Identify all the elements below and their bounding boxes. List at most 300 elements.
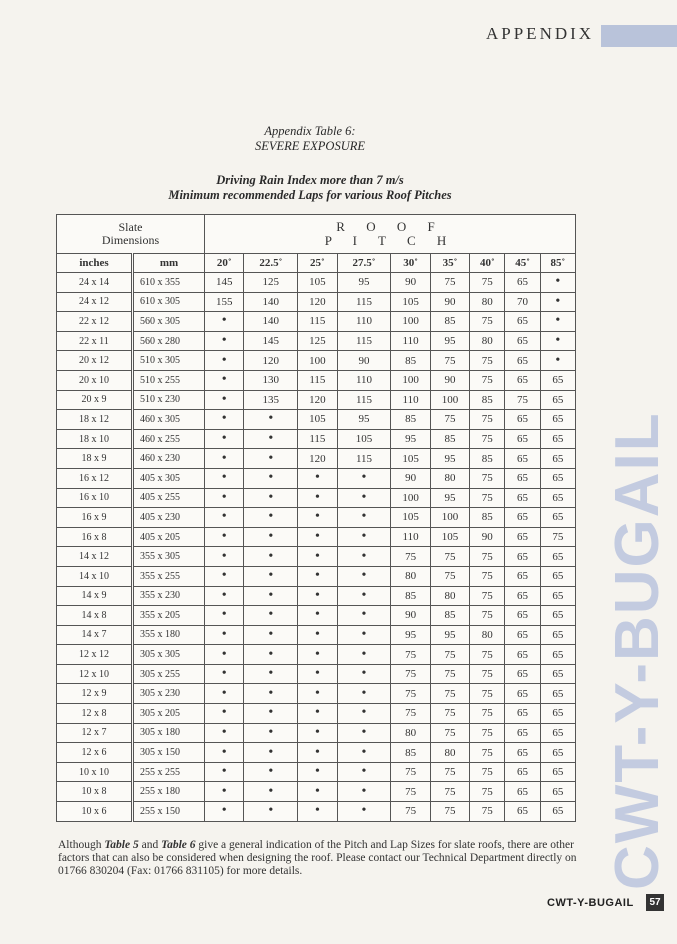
lap-value-cell: 95 bbox=[391, 429, 430, 449]
lap-value-cell: 135 bbox=[244, 390, 298, 410]
lap-value-cell: 110 bbox=[337, 312, 391, 332]
pitch-column-header: 20˚ bbox=[205, 254, 244, 273]
lap-value-cell: • bbox=[205, 449, 244, 469]
lap-value-cell: • bbox=[205, 410, 244, 430]
lap-value-cell: 75 bbox=[430, 723, 469, 743]
slate-size-mm: 560 x 305 bbox=[133, 312, 205, 332]
table-row bbox=[57, 312, 576, 332]
lap-value-cell: 65 bbox=[505, 410, 540, 430]
table-row bbox=[57, 527, 576, 547]
slate-size-mm: 460 x 255 bbox=[133, 429, 205, 449]
lap-value-cell: • bbox=[337, 508, 391, 528]
slate-size-mm: 510 x 255 bbox=[133, 370, 205, 390]
lap-value-cell: • bbox=[298, 468, 337, 488]
table-row bbox=[57, 704, 576, 724]
lap-value-cell: • bbox=[337, 527, 391, 547]
table-subtitle-laps: Minimum recommended Laps for various Roof Pitches bbox=[168, 188, 452, 202]
footer-note bbox=[58, 839, 578, 878]
lap-value-cell: 140 bbox=[244, 292, 298, 312]
slate-size-inches: 12 x 12 bbox=[57, 645, 133, 665]
lap-value-cell: 75 bbox=[470, 704, 505, 724]
lap-value-cell: 95 bbox=[391, 625, 430, 645]
lap-value-cell: • bbox=[244, 429, 298, 449]
lap-value-cell: • bbox=[205, 527, 244, 547]
lap-value-cell: • bbox=[244, 468, 298, 488]
slate-size-inches: 16 x 8 bbox=[57, 527, 133, 547]
lap-value-cell: 75 bbox=[430, 547, 469, 567]
lap-value-cell: 65 bbox=[540, 625, 575, 645]
slate-size-mm: 255 x 255 bbox=[133, 762, 205, 782]
lap-value-cell: 110 bbox=[391, 331, 430, 351]
lap-value-cell: 65 bbox=[540, 370, 575, 390]
table-row bbox=[57, 351, 576, 371]
lap-value-cell: 75 bbox=[430, 704, 469, 724]
lap-value-cell: • bbox=[298, 802, 337, 822]
lap-value-cell: 65 bbox=[540, 782, 575, 802]
lap-value-cell: 65 bbox=[505, 743, 540, 763]
lap-value-cell: • bbox=[205, 586, 244, 606]
lap-value-cell: 65 bbox=[505, 370, 540, 390]
lap-value-cell: 105 bbox=[391, 292, 430, 312]
lap-value-cell: 90 bbox=[430, 292, 469, 312]
lap-value-cell: 65 bbox=[505, 762, 540, 782]
lap-value-cell: • bbox=[337, 586, 391, 606]
lap-value-cell: 75 bbox=[470, 782, 505, 802]
lap-value-cell: 100 bbox=[391, 312, 430, 332]
lap-value-cell: 75 bbox=[470, 547, 505, 567]
table-row bbox=[57, 547, 576, 567]
lap-value-cell: 120 bbox=[298, 449, 337, 469]
mm-column-header: mm bbox=[133, 254, 205, 273]
lap-value-cell: • bbox=[244, 782, 298, 802]
lap-value-cell: 75 bbox=[391, 782, 430, 802]
laps-table bbox=[56, 214, 576, 822]
lap-value-cell: 65 bbox=[505, 802, 540, 822]
lap-value-cell: • bbox=[205, 351, 244, 371]
lap-value-cell: 85 bbox=[391, 586, 430, 606]
side-brand-watermark: CWT-Y-BUGAIL bbox=[603, 411, 672, 890]
slate-size-inches: 12 x 7 bbox=[57, 723, 133, 743]
lap-value-cell: • bbox=[298, 782, 337, 802]
lap-value-cell: 115 bbox=[337, 449, 391, 469]
lap-value-cell: • bbox=[244, 488, 298, 508]
lap-value-cell: 65 bbox=[540, 684, 575, 704]
lap-value-cell: 75 bbox=[430, 684, 469, 704]
lap-value-cell: • bbox=[205, 704, 244, 724]
lap-value-cell: • bbox=[244, 625, 298, 645]
table-row bbox=[57, 625, 576, 645]
lap-value-cell: • bbox=[298, 645, 337, 665]
lap-value-cell: 100 bbox=[391, 370, 430, 390]
lap-value-cell: • bbox=[337, 488, 391, 508]
lap-value-cell: 100 bbox=[430, 390, 469, 410]
lap-value-cell: • bbox=[298, 625, 337, 645]
lap-value-cell: 80 bbox=[470, 625, 505, 645]
footer-brand-name: CWT-Y-BUGAIL bbox=[547, 897, 634, 909]
slate-size-inches: 22 x 12 bbox=[57, 312, 133, 332]
lap-value-cell: • bbox=[205, 606, 244, 626]
lap-value-cell: 75 bbox=[430, 410, 469, 430]
lap-value-cell: • bbox=[244, 704, 298, 724]
slate-size-inches: 12 x 6 bbox=[57, 743, 133, 763]
lap-value-cell: 95 bbox=[430, 331, 469, 351]
lap-value-cell: 105 bbox=[430, 527, 469, 547]
lap-value-cell: 75 bbox=[470, 762, 505, 782]
lap-value-cell: 85 bbox=[470, 449, 505, 469]
lap-value-cell: 75 bbox=[470, 312, 505, 332]
lap-value-cell: 75 bbox=[430, 566, 469, 586]
lap-value-cell: • bbox=[337, 547, 391, 567]
lap-value-cell: • bbox=[540, 273, 575, 293]
lap-value-cell: 65 bbox=[505, 684, 540, 704]
lap-value-cell: 65 bbox=[505, 508, 540, 528]
lap-value-cell: • bbox=[337, 743, 391, 763]
table-caption-label: Appendix Table 6: bbox=[264, 124, 356, 138]
slate-size-inches: 14 x 9 bbox=[57, 586, 133, 606]
slate-size-mm: 610 x 305 bbox=[133, 292, 205, 312]
lap-value-cell: 75 bbox=[470, 468, 505, 488]
lap-value-cell: • bbox=[244, 547, 298, 567]
slate-size-mm: 305 x 205 bbox=[133, 704, 205, 724]
lap-value-cell: • bbox=[244, 508, 298, 528]
lap-value-cell: 65 bbox=[505, 625, 540, 645]
table-row bbox=[57, 508, 576, 528]
lap-value-cell: 65 bbox=[505, 547, 540, 567]
lap-value-cell: 65 bbox=[540, 645, 575, 665]
table6-ref: Table 6 bbox=[161, 839, 196, 851]
lap-value-cell: 115 bbox=[298, 312, 337, 332]
lap-value-cell: • bbox=[337, 606, 391, 626]
lap-value-cell: 65 bbox=[505, 273, 540, 293]
lap-value-cell: 75 bbox=[470, 429, 505, 449]
lap-value-cell: 75 bbox=[430, 645, 469, 665]
lap-value-cell: 65 bbox=[505, 645, 540, 665]
lap-value-cell: 65 bbox=[540, 449, 575, 469]
lap-value-cell: 115 bbox=[337, 292, 391, 312]
slate-size-mm: 305 x 305 bbox=[133, 645, 205, 665]
lap-value-cell: 65 bbox=[540, 508, 575, 528]
lap-value-cell: • bbox=[337, 684, 391, 704]
lap-value-cell: 115 bbox=[337, 390, 391, 410]
table-row bbox=[57, 488, 576, 508]
lap-value-cell: • bbox=[298, 488, 337, 508]
slate-size-mm: 355 x 255 bbox=[133, 566, 205, 586]
roof-pitch-header bbox=[205, 215, 576, 254]
pitch-column-header: 35˚ bbox=[430, 254, 469, 273]
lap-value-cell: 105 bbox=[337, 429, 391, 449]
lap-value-cell: 125 bbox=[244, 273, 298, 293]
lap-value-cell: 85 bbox=[470, 390, 505, 410]
slate-size-mm: 355 x 205 bbox=[133, 606, 205, 626]
lap-value-cell: • bbox=[337, 645, 391, 665]
slate-size-mm: 510 x 305 bbox=[133, 351, 205, 371]
lap-value-cell: 75 bbox=[470, 370, 505, 390]
lap-value-cell: • bbox=[337, 566, 391, 586]
lap-value-cell: • bbox=[205, 468, 244, 488]
lap-value-cell: 65 bbox=[505, 586, 540, 606]
pitch-column-header: 25˚ bbox=[298, 254, 337, 273]
lap-value-cell: • bbox=[205, 802, 244, 822]
lap-value-cell: 75 bbox=[391, 645, 430, 665]
lap-value-cell: 85 bbox=[430, 312, 469, 332]
lap-value-cell: 95 bbox=[430, 449, 469, 469]
lap-value-cell: 85 bbox=[430, 606, 469, 626]
lap-value-cell: 85 bbox=[470, 508, 505, 528]
lap-value-cell: • bbox=[298, 762, 337, 782]
slate-size-inches: 20 x 9 bbox=[57, 390, 133, 410]
slate-size-mm: 405 x 255 bbox=[133, 488, 205, 508]
lap-value-cell: 65 bbox=[505, 351, 540, 371]
dimensions-header: Dimensions bbox=[101, 233, 160, 247]
lap-value-cell: • bbox=[205, 390, 244, 410]
roof-header: R O O F bbox=[336, 219, 444, 234]
footer-text-and: and bbox=[138, 839, 162, 851]
lap-value-cell: • bbox=[244, 664, 298, 684]
lap-value-cell: 65 bbox=[505, 429, 540, 449]
lap-value-cell: • bbox=[298, 684, 337, 704]
lap-value-cell: 90 bbox=[470, 527, 505, 547]
lap-value-cell: 65 bbox=[505, 468, 540, 488]
lap-value-cell: 75 bbox=[470, 645, 505, 665]
table-row bbox=[57, 410, 576, 430]
slate-size-inches: 16 x 10 bbox=[57, 488, 133, 508]
lap-value-cell: • bbox=[205, 625, 244, 645]
lap-value-cell: 65 bbox=[540, 606, 575, 626]
lap-value-cell: • bbox=[298, 743, 337, 763]
pitch-column-header: 40˚ bbox=[470, 254, 505, 273]
lap-value-cell: 125 bbox=[298, 331, 337, 351]
slate-size-mm: 610 x 355 bbox=[133, 273, 205, 293]
lap-value-cell: • bbox=[298, 723, 337, 743]
lap-value-cell: 80 bbox=[391, 723, 430, 743]
lap-value-cell: • bbox=[244, 762, 298, 782]
lap-value-cell: 65 bbox=[540, 390, 575, 410]
footer-text-lead: Although bbox=[58, 839, 105, 851]
lap-value-cell: 90 bbox=[391, 606, 430, 626]
pitch-header: P I T C H bbox=[324, 233, 456, 248]
table-row bbox=[57, 273, 576, 293]
lap-value-cell: 65 bbox=[505, 449, 540, 469]
lap-value-cell: 115 bbox=[337, 331, 391, 351]
slate-size-inches: 14 x 8 bbox=[57, 606, 133, 626]
lap-value-cell: • bbox=[540, 292, 575, 312]
lap-value-cell: 65 bbox=[540, 743, 575, 763]
table5-ref: Table 5 bbox=[104, 839, 139, 851]
lap-value-cell: • bbox=[205, 723, 244, 743]
table-row bbox=[57, 390, 576, 410]
inches-column-header: inches bbox=[57, 254, 133, 273]
slate-size-mm: 405 x 230 bbox=[133, 508, 205, 528]
table-row bbox=[57, 292, 576, 312]
slate-size-mm: 355 x 180 bbox=[133, 625, 205, 645]
table-row bbox=[57, 566, 576, 586]
lap-value-cell: 140 bbox=[244, 312, 298, 332]
lap-value-cell: 65 bbox=[540, 566, 575, 586]
slate-size-mm: 355 x 305 bbox=[133, 547, 205, 567]
lap-value-cell: 65 bbox=[505, 782, 540, 802]
lap-value-cell: 80 bbox=[430, 743, 469, 763]
lap-value-cell: 100 bbox=[391, 488, 430, 508]
lap-value-cell: 75 bbox=[470, 802, 505, 822]
lap-value-cell: 65 bbox=[540, 802, 575, 822]
lap-value-cell: • bbox=[244, 586, 298, 606]
lap-value-cell: 155 bbox=[205, 292, 244, 312]
lap-value-cell: • bbox=[205, 370, 244, 390]
lap-value-cell: • bbox=[540, 331, 575, 351]
slate-size-inches: 24 x 14 bbox=[57, 273, 133, 293]
lap-value-cell: • bbox=[244, 410, 298, 430]
lap-value-cell: • bbox=[298, 508, 337, 528]
lap-value-cell: 95 bbox=[337, 410, 391, 430]
pitch-column-header: 27.5˚ bbox=[337, 254, 391, 273]
lap-value-cell: 65 bbox=[505, 312, 540, 332]
table-row bbox=[57, 606, 576, 626]
slate-size-inches: 22 x 11 bbox=[57, 331, 133, 351]
lap-value-cell: • bbox=[244, 606, 298, 626]
lap-value-cell: 75 bbox=[540, 527, 575, 547]
lap-value-cell: 115 bbox=[298, 370, 337, 390]
header-accent-tab bbox=[601, 25, 677, 47]
slate-size-inches: 10 x 8 bbox=[57, 782, 133, 802]
lap-value-cell: 80 bbox=[430, 586, 469, 606]
table-row bbox=[57, 684, 576, 704]
lap-value-cell: 75 bbox=[391, 684, 430, 704]
table-subtitle-rain-index: Driving Rain Index more than 7 m/s bbox=[216, 173, 404, 187]
slate-size-inches: 10 x 10 bbox=[57, 762, 133, 782]
slate-size-mm: 305 x 230 bbox=[133, 684, 205, 704]
slate-size-inches: 24 x 12 bbox=[57, 292, 133, 312]
lap-value-cell: 75 bbox=[470, 606, 505, 626]
table-row bbox=[57, 743, 576, 763]
lap-value-cell: • bbox=[298, 547, 337, 567]
lap-value-cell: 85 bbox=[391, 743, 430, 763]
pitch-column-header: 85˚ bbox=[540, 254, 575, 273]
lap-value-cell: • bbox=[205, 762, 244, 782]
lap-value-cell: • bbox=[205, 684, 244, 704]
slate-size-inches: 16 x 12 bbox=[57, 468, 133, 488]
lap-value-cell: 75 bbox=[430, 351, 469, 371]
lap-value-cell: 65 bbox=[540, 664, 575, 684]
lap-value-cell: 65 bbox=[505, 527, 540, 547]
lap-value-cell: 65 bbox=[540, 704, 575, 724]
lap-value-cell: • bbox=[540, 351, 575, 371]
lap-value-cell: • bbox=[244, 802, 298, 822]
lap-value-cell: 85 bbox=[391, 351, 430, 371]
slate-size-inches: 12 x 9 bbox=[57, 684, 133, 704]
lap-value-cell: 75 bbox=[470, 743, 505, 763]
lap-value-cell: • bbox=[540, 312, 575, 332]
lap-value-cell: • bbox=[244, 723, 298, 743]
footer-text-body: give a general indication of the Pitch and Lap Sizes for slate roofs, there are other factors that can also be considered when designing the roof. Please contact our Technical Department directly on 01766 830204 (Fax: 01766 831105) for more details. bbox=[58, 839, 577, 877]
lap-value-cell: • bbox=[298, 664, 337, 684]
slate-size-mm: 305 x 180 bbox=[133, 723, 205, 743]
lap-value-cell: • bbox=[205, 743, 244, 763]
slate-size-mm: 460 x 230 bbox=[133, 449, 205, 469]
lap-value-cell: 120 bbox=[298, 292, 337, 312]
lap-value-cell: 120 bbox=[244, 351, 298, 371]
lap-value-cell: 65 bbox=[540, 762, 575, 782]
lap-value-cell: 75 bbox=[430, 782, 469, 802]
table-row bbox=[57, 645, 576, 665]
slate-size-mm: 355 x 230 bbox=[133, 586, 205, 606]
lap-value-cell: 120 bbox=[298, 390, 337, 410]
lap-value-cell: • bbox=[205, 566, 244, 586]
lap-value-cell: 75 bbox=[470, 684, 505, 704]
lap-value-cell: • bbox=[205, 645, 244, 665]
lap-value-cell: • bbox=[337, 468, 391, 488]
lap-value-cell: 75 bbox=[470, 273, 505, 293]
slate-header: Slate bbox=[118, 220, 143, 234]
lap-value-cell: 75 bbox=[391, 704, 430, 724]
page-header-title: APPENDIX bbox=[486, 24, 595, 43]
lap-value-cell: 75 bbox=[391, 762, 430, 782]
slate-size-inches: 14 x 10 bbox=[57, 566, 133, 586]
lap-value-cell: 65 bbox=[540, 488, 575, 508]
lap-value-cell: • bbox=[337, 762, 391, 782]
slate-size-mm: 305 x 255 bbox=[133, 664, 205, 684]
lap-value-cell: 80 bbox=[391, 566, 430, 586]
lap-value-cell: 105 bbox=[298, 410, 337, 430]
table-row bbox=[57, 468, 576, 488]
slate-size-mm: 510 x 230 bbox=[133, 390, 205, 410]
slate-size-mm: 560 x 280 bbox=[133, 331, 205, 351]
slate-size-inches: 10 x 6 bbox=[57, 802, 133, 822]
lap-value-cell: 65 bbox=[540, 468, 575, 488]
lap-value-cell: 75 bbox=[470, 410, 505, 430]
lap-value-cell: • bbox=[298, 586, 337, 606]
lap-value-cell: 80 bbox=[470, 292, 505, 312]
lap-value-cell: 105 bbox=[298, 273, 337, 293]
lap-value-cell: • bbox=[244, 684, 298, 704]
lap-value-cell: 130 bbox=[244, 370, 298, 390]
lap-value-cell: 65 bbox=[505, 723, 540, 743]
lap-value-cell: 75 bbox=[470, 351, 505, 371]
table-row bbox=[57, 762, 576, 782]
lap-value-cell: 110 bbox=[337, 370, 391, 390]
table-row bbox=[57, 449, 576, 469]
table-caption-title: SEVERE EXPOSURE bbox=[254, 139, 366, 153]
pitch-column-header: 22.5˚ bbox=[244, 254, 298, 273]
slate-size-mm: 255 x 180 bbox=[133, 782, 205, 802]
lap-value-cell: 75 bbox=[430, 802, 469, 822]
lap-value-cell: 85 bbox=[391, 410, 430, 430]
lap-value-cell: • bbox=[205, 429, 244, 449]
lap-value-cell: 85 bbox=[430, 429, 469, 449]
lap-value-cell: 75 bbox=[470, 586, 505, 606]
lap-value-cell: 75 bbox=[470, 488, 505, 508]
slate-size-inches: 18 x 12 bbox=[57, 410, 133, 430]
lap-value-cell: • bbox=[337, 782, 391, 802]
table-row bbox=[57, 370, 576, 390]
lap-value-cell: 115 bbox=[298, 429, 337, 449]
lap-value-cell: 75 bbox=[470, 664, 505, 684]
lap-value-cell: 75 bbox=[470, 566, 505, 586]
lap-value-cell: 110 bbox=[391, 527, 430, 547]
slate-size-mm: 405 x 205 bbox=[133, 527, 205, 547]
lap-value-cell: • bbox=[298, 704, 337, 724]
lap-value-cell: 95 bbox=[337, 273, 391, 293]
lap-value-cell: • bbox=[244, 645, 298, 665]
lap-value-cell: 80 bbox=[470, 331, 505, 351]
slate-size-inches: 14 x 12 bbox=[57, 547, 133, 567]
slate-size-inches: 14 x 7 bbox=[57, 625, 133, 645]
lap-value-cell: 75 bbox=[430, 762, 469, 782]
table-row bbox=[57, 586, 576, 606]
lap-value-cell: 75 bbox=[391, 802, 430, 822]
lap-value-cell: • bbox=[244, 566, 298, 586]
lap-value-cell: 90 bbox=[337, 351, 391, 371]
table-row bbox=[57, 782, 576, 802]
